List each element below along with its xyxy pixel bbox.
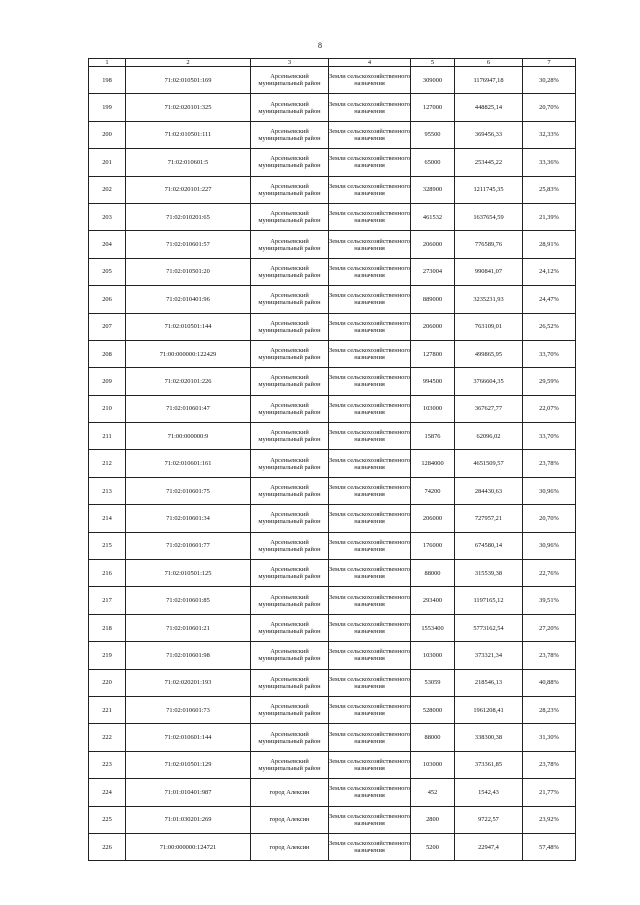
land-category: Земли сельскохозяйственного назначения: [329, 368, 411, 395]
table-row: [89, 450, 576, 477]
district-name: Арсеньевский муниципальный район: [251, 532, 329, 559]
row-number: 204: [89, 231, 126, 258]
cadastral-number: 71:02:010401:96: [126, 286, 251, 313]
row-number: 201: [89, 149, 126, 176]
district-name: Арсеньевский муниципальный район: [251, 642, 329, 669]
land-category: Земли сельскохозяйственного назначения: [329, 176, 411, 203]
land-area: 528000: [411, 696, 455, 723]
rate-percent: 23,78%: [523, 751, 576, 778]
row-number: 208: [89, 340, 126, 367]
row-number: 224: [89, 779, 126, 806]
cadastral-number: 71:00:000000:124721: [126, 833, 251, 860]
district-name: Арсеньевский муниципальный район: [251, 560, 329, 587]
land-category: Земли сельскохозяйственного назначения: [329, 231, 411, 258]
district-name: Арсеньевский муниципальный район: [251, 395, 329, 422]
cadastral-value: 1176947,18: [455, 67, 523, 94]
rate-percent: 30,96%: [523, 477, 576, 504]
land-area: 452: [411, 779, 455, 806]
cadastral-value: 1961208,41: [455, 696, 523, 723]
column-header: 4: [329, 59, 411, 67]
land-area: 309000: [411, 67, 455, 94]
cadastral-value: 448825,14: [455, 94, 523, 121]
land-area: 1284000: [411, 450, 455, 477]
land-area: 206000: [411, 231, 455, 258]
district-name: Арсеньевский муниципальный район: [251, 149, 329, 176]
cadastral-number: 71:02:010601:47: [126, 395, 251, 422]
land-category: Земли сельскохозяйственного назначения: [329, 696, 411, 723]
cadastral-value: 338300,38: [455, 724, 523, 751]
land-area: 53059: [411, 669, 455, 696]
page-number: 8: [318, 41, 322, 50]
rate-percent: 22,76%: [523, 560, 576, 587]
row-number: 211: [89, 423, 126, 450]
land-area: 88000: [411, 724, 455, 751]
rate-percent: 39,51%: [523, 587, 576, 614]
rate-percent: 23,92%: [523, 806, 576, 833]
district-name: Арсеньевский муниципальный район: [251, 286, 329, 313]
district-name: город Алексин: [251, 806, 329, 833]
district-name: Арсеньевский муниципальный район: [251, 176, 329, 203]
district-name: Арсеньевский муниципальный район: [251, 724, 329, 751]
land-table: [88, 58, 576, 861]
cadastral-number: 71:02:010601:5: [126, 149, 251, 176]
rate-percent: 21,39%: [523, 203, 576, 230]
cadastral-value: 253445,22: [455, 149, 523, 176]
cadastral-value: 776589,76: [455, 231, 523, 258]
district-name: Арсеньевский муниципальный район: [251, 751, 329, 778]
cadastral-number: 71:02:020101:226: [126, 368, 251, 395]
land-area: 206000: [411, 505, 455, 532]
land-category: Земли сельскохозяйственного назначения: [329, 532, 411, 559]
district-name: Арсеньевский муниципальный район: [251, 231, 329, 258]
cadastral-value: 284430,63: [455, 477, 523, 504]
land-area: 103000: [411, 642, 455, 669]
land-area: 65000: [411, 149, 455, 176]
land-category: Земли сельскохозяйственного назначения: [329, 203, 411, 230]
land-category: Земли сельскохозяйственного назначения: [329, 751, 411, 778]
land-area: 103000: [411, 395, 455, 422]
table-row: [89, 696, 576, 723]
cadastral-value: 369456,33: [455, 121, 523, 148]
table-row: [89, 313, 576, 340]
table-row: [89, 587, 576, 614]
rate-percent: 33,36%: [523, 149, 576, 176]
cadastral-number: 71:02:020201:193: [126, 669, 251, 696]
cadastral-number: 71:01:010401:987: [126, 779, 251, 806]
table-row: [89, 340, 576, 367]
land-area: 273004: [411, 258, 455, 285]
rate-percent: 57,48%: [523, 833, 576, 860]
cadastral-value: 218546,13: [455, 669, 523, 696]
table-row: [89, 423, 576, 450]
table-row: [89, 395, 576, 422]
table-row: [89, 833, 576, 860]
cadastral-value: 1542,43: [455, 779, 523, 806]
district-name: Арсеньевский муниципальный район: [251, 94, 329, 121]
rate-percent: 24,47%: [523, 286, 576, 313]
table-row: [89, 121, 576, 148]
cadastral-number: 71:02:010501:111: [126, 121, 251, 148]
land-area: 206000: [411, 313, 455, 340]
district-name: Арсеньевский муниципальный район: [251, 505, 329, 532]
cadastral-value: 315539,38: [455, 560, 523, 587]
row-number: 223: [89, 751, 126, 778]
land-category: Земли сельскохозяйственного назначения: [329, 833, 411, 860]
row-number: 203: [89, 203, 126, 230]
district-name: Арсеньевский муниципальный район: [251, 669, 329, 696]
row-number: 202: [89, 176, 126, 203]
row-number: 210: [89, 395, 126, 422]
cadastral-number: 71:02:010601:161: [126, 450, 251, 477]
cadastral-value: 373321,34: [455, 642, 523, 669]
row-number: 221: [89, 696, 126, 723]
cadastral-value: 3235231,93: [455, 286, 523, 313]
row-number: 209: [89, 368, 126, 395]
cadastral-number: 71:00:000000:9: [126, 423, 251, 450]
cadastral-value: 727957,21: [455, 505, 523, 532]
rate-percent: 23,78%: [523, 642, 576, 669]
district-name: Арсеньевский муниципальный район: [251, 696, 329, 723]
rate-percent: 33,70%: [523, 340, 576, 367]
row-number: 222: [89, 724, 126, 751]
cadastral-value: 674580,14: [455, 532, 523, 559]
land-category: Земли сельскохозяйственного назначения: [329, 258, 411, 285]
cadastral-value: 1211745,35: [455, 176, 523, 203]
rate-percent: 21,77%: [523, 779, 576, 806]
table-row: [89, 67, 576, 94]
land-category: Земли сельскохозяйственного назначения: [329, 724, 411, 751]
rate-percent: 23,78%: [523, 450, 576, 477]
land-category: Земли сельскохозяйственного назначения: [329, 587, 411, 614]
land-category: Земли сельскохозяйственного назначения: [329, 149, 411, 176]
table-row: [89, 203, 576, 230]
cadastral-value: 3766604,35: [455, 368, 523, 395]
cadastral-value: 22947,4: [455, 833, 523, 860]
cadastral-value: 5773162,54: [455, 614, 523, 641]
rate-percent: 27,20%: [523, 614, 576, 641]
land-area: 103000: [411, 751, 455, 778]
land-area: 889000: [411, 286, 455, 313]
cadastral-number: 71:02:010601:73: [126, 696, 251, 723]
cadastral-number: 71:02:010501:125: [126, 560, 251, 587]
land-category: Земли сельскохозяйственного назначения: [329, 423, 411, 450]
land-area: 74200: [411, 477, 455, 504]
rate-percent: 25,83%: [523, 176, 576, 203]
column-header: 5: [411, 59, 455, 67]
land-category: Земли сельскохозяйственного назначения: [329, 505, 411, 532]
district-name: Арсеньевский муниципальный район: [251, 423, 329, 450]
land-category: Земли сельскохозяйственного назначения: [329, 560, 411, 587]
rate-percent: 26,52%: [523, 313, 576, 340]
land-category: Земли сельскохозяйственного назначения: [329, 450, 411, 477]
cadastral-value: 1637654,59: [455, 203, 523, 230]
rate-percent: 29,59%: [523, 368, 576, 395]
rate-percent: 20,70%: [523, 505, 576, 532]
row-number: 207: [89, 313, 126, 340]
district-name: Арсеньевский муниципальный район: [251, 587, 329, 614]
district-name: Арсеньевский муниципальный район: [251, 477, 329, 504]
cadastral-number: 71:02:010601:77: [126, 532, 251, 559]
table-row: [89, 669, 576, 696]
land-category: Земли сельскохозяйственного назначения: [329, 642, 411, 669]
cadastral-number: 71:02:010601:21: [126, 614, 251, 641]
cadastral-number: 71:02:010601:144: [126, 724, 251, 751]
rate-percent: 22,07%: [523, 395, 576, 422]
column-header: 2: [126, 59, 251, 67]
cadastral-value: 62096,02: [455, 423, 523, 450]
column-header: 1: [89, 59, 126, 67]
district-name: Арсеньевский муниципальный район: [251, 614, 329, 641]
table-row: [89, 532, 576, 559]
row-number: 200: [89, 121, 126, 148]
rate-percent: 28,91%: [523, 231, 576, 258]
table-row: [89, 724, 576, 751]
rate-percent: 30,28%: [523, 67, 576, 94]
table-row: [89, 231, 576, 258]
table-row: [89, 505, 576, 532]
land-area: 2800: [411, 806, 455, 833]
district-name: город Алексин: [251, 779, 329, 806]
land-category: Земли сельскохозяйственного назначения: [329, 477, 411, 504]
cadastral-number: 71:02:020101:227: [126, 176, 251, 203]
row-number: 219: [89, 642, 126, 669]
land-area: 95500: [411, 121, 455, 148]
cadastral-value: 1197165,12: [455, 587, 523, 614]
rate-percent: 33,70%: [523, 423, 576, 450]
land-category: Земли сельскохозяйственного назначения: [329, 340, 411, 367]
land-category: Земли сельскохозяйственного назначения: [329, 614, 411, 641]
district-name: город Алексин: [251, 833, 329, 860]
district-name: Арсеньевский муниципальный район: [251, 203, 329, 230]
table-row: [89, 779, 576, 806]
table-row: [89, 368, 576, 395]
rate-percent: 30,96%: [523, 532, 576, 559]
table-row: [89, 477, 576, 504]
land-area: 293400: [411, 587, 455, 614]
row-number: 220: [89, 669, 126, 696]
land-area: 127800: [411, 340, 455, 367]
cadastral-value: 9722,57: [455, 806, 523, 833]
rate-percent: 40,88%: [523, 669, 576, 696]
district-name: Арсеньевский муниципальный район: [251, 340, 329, 367]
cadastral-number: 71:02:020101:325: [126, 94, 251, 121]
table-row: [89, 642, 576, 669]
land-category: Земли сельскохозяйственного назначения: [329, 286, 411, 313]
table-body: [89, 67, 576, 861]
land-category: Земли сельскохозяйственного назначения: [329, 669, 411, 696]
row-number: 205: [89, 258, 126, 285]
row-number: 213: [89, 477, 126, 504]
cadastral-number: 71:02:010601:75: [126, 477, 251, 504]
row-number: 206: [89, 286, 126, 313]
row-number: 199: [89, 94, 126, 121]
cadastral-value: 763109,01: [455, 313, 523, 340]
cadastral-number: 71:02:010601:98: [126, 642, 251, 669]
cadastral-value: 4651509,57: [455, 450, 523, 477]
column-number-row: [89, 59, 576, 67]
table-row: [89, 751, 576, 778]
land-area: 328900: [411, 176, 455, 203]
rate-percent: 28,23%: [523, 696, 576, 723]
row-number: 212: [89, 450, 126, 477]
row-number: 226: [89, 833, 126, 860]
cadastral-value: 367627,77: [455, 395, 523, 422]
land-area: 1553400: [411, 614, 455, 641]
land-category: Земли сельскохозяйственного назначения: [329, 806, 411, 833]
district-name: Арсеньевский муниципальный район: [251, 368, 329, 395]
rate-percent: 32,33%: [523, 121, 576, 148]
land-area: 461532: [411, 203, 455, 230]
land-area: 15876: [411, 423, 455, 450]
land-category: Земли сельскохозяйственного назначения: [329, 67, 411, 94]
row-number: 225: [89, 806, 126, 833]
land-category: Земли сельскохозяйственного назначения: [329, 94, 411, 121]
land-category: Земли сельскохозяйственного назначения: [329, 395, 411, 422]
cadastral-value: 990841,07: [455, 258, 523, 285]
table-row: [89, 286, 576, 313]
district-name: Арсеньевский муниципальный район: [251, 121, 329, 148]
land-category: Земли сельскохозяйственного назначения: [329, 779, 411, 806]
table-row: [89, 176, 576, 203]
table-row: [89, 560, 576, 587]
cadastral-number: 71:02:010501:20: [126, 258, 251, 285]
row-number: 198: [89, 67, 126, 94]
cadastral-value: 373361,85: [455, 751, 523, 778]
land-category: Земли сельскохозяйственного назначения: [329, 313, 411, 340]
cadastral-number: 71:00:000000:122429: [126, 340, 251, 367]
land-area: 127000: [411, 94, 455, 121]
district-name: Арсеньевский муниципальный район: [251, 67, 329, 94]
land-category: Земли сельскохозяйственного назначения: [329, 121, 411, 148]
cadastral-number: 71:01:030201:269: [126, 806, 251, 833]
rate-percent: 20,70%: [523, 94, 576, 121]
cadastral-number: 71:02:010601:34: [126, 505, 251, 532]
cadastral-number: 71:02:010501:129: [126, 751, 251, 778]
table-row: [89, 94, 576, 121]
table-row: [89, 806, 576, 833]
row-number: 214: [89, 505, 126, 532]
table-row: [89, 614, 576, 641]
district-name: Арсеньевский муниципальный район: [251, 313, 329, 340]
district-name: Арсеньевский муниципальный район: [251, 258, 329, 285]
land-area: 5200: [411, 833, 455, 860]
cadastral-number: 71:02:010601:57: [126, 231, 251, 258]
district-name: Арсеньевский муниципальный район: [251, 450, 329, 477]
cadastral-number: 71:02:010201:65: [126, 203, 251, 230]
cadastral-value: 499865,95: [455, 340, 523, 367]
row-number: 217: [89, 587, 126, 614]
cadastral-number: 71:02:010601:85: [126, 587, 251, 614]
cadastral-number: 71:02:010501:144: [126, 313, 251, 340]
rate-percent: 31,30%: [523, 724, 576, 751]
land-area: 994500: [411, 368, 455, 395]
land-area: 88000: [411, 560, 455, 587]
row-number: 216: [89, 560, 126, 587]
column-header: 7: [523, 59, 576, 67]
row-number: 218: [89, 614, 126, 641]
land-area: 176000: [411, 532, 455, 559]
table-row: [89, 258, 576, 285]
row-number: 215: [89, 532, 126, 559]
rate-percent: 24,12%: [523, 258, 576, 285]
column-header: 3: [251, 59, 329, 67]
table-row: [89, 149, 576, 176]
column-header: 6: [455, 59, 523, 67]
cadastral-number: 71:02:010501:169: [126, 67, 251, 94]
